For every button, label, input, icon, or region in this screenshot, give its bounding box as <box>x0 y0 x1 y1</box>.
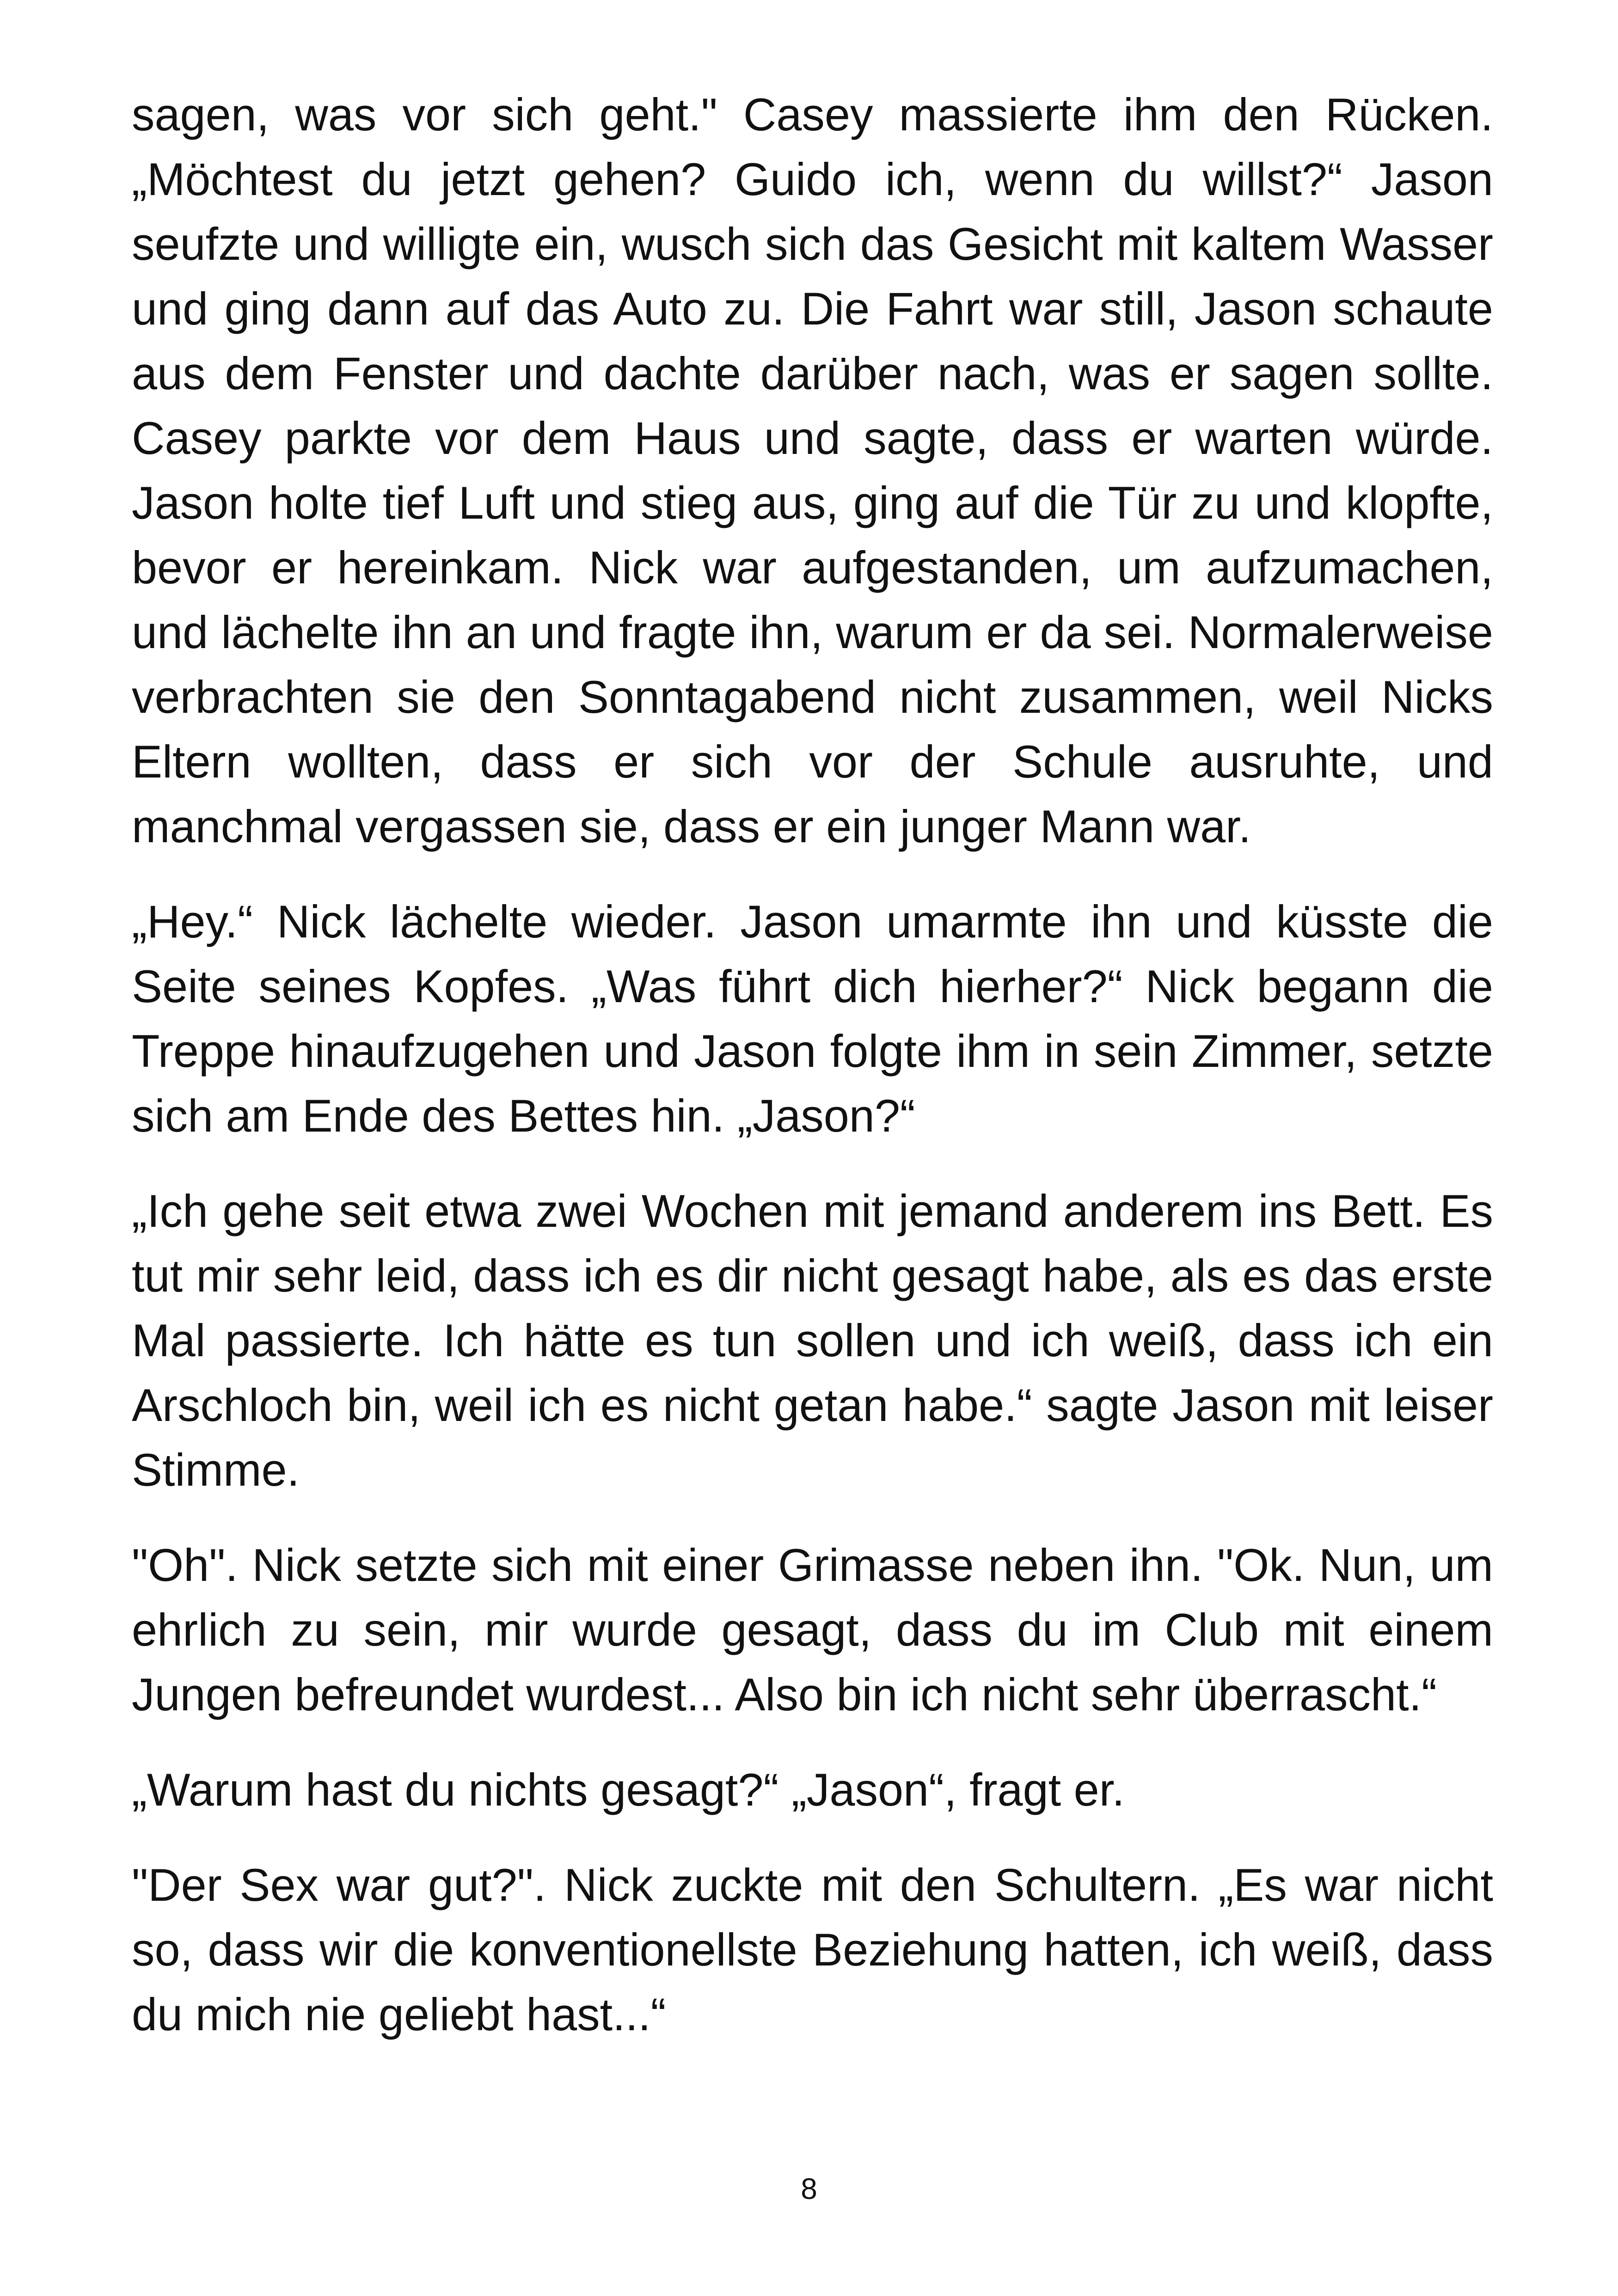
body-text <box>132 82 1493 2077</box>
paragraph-6: "Der Sex war gut?". Nick zuckte mit den Schultern. „Es war nicht so, dass wir die konventionellste Beziehung hatten, ich weiß, dass du mich nie geliebt hast...“ <box>132 1859 1493 2040</box>
paragraph-4: "Oh". Nick setzte sich mit einer Grimasse neben ihn. "Ok. Nun, um ehrlich zu sein, mir wurde gesagt, dass du im Club mit einem Jungen befreundet wurdest... Also bin ich nicht sehr überrascht.“ <box>132 1539 1493 1720</box>
paragraph-3: „Ich gehe seit etwa zwei Wochen mit jemand anderem ins Bett. Es tut mir sehr leid, dass ich es dir nicht gesagt habe, als es das erste Mal passierte. Ich hätte es tun sollen und ich weiß, dass ich ein Arschloch bin, weil ich es nicht getan habe.“ sagte Jason mit leiser Stimme. <box>132 1185 1493 1495</box>
paragraph-1: sagen, was vor sich geht." Casey massierte ihm den Rücken. „Möchtest du jetzt gehen? Guido ich, wenn du willst?“ Jason seufzte und willigte ein, wusch sich das Gesicht mit kaltem Wasser und ging dann auf das Auto zu. Die Fahrt war still, Jason schaute aus dem Fenster und dachte darüber nach, was er sagen sollte. Casey parkte vor dem Haus und sagte, dass er warten würde. Jason holte tief Luft und stieg aus, ging auf die Tür zu und klopfte, bevor er hereinkam. Nick war aufgestanden, um aufzumachen, und lächelte ihn an und fragte ihn, warum er da sei. Normalerweise verbrachten sie den Sonntagabend nicht zusammen, weil Nicks Eltern wollten, dass er sich vor der Schule ausruhte, und manchmal vergassen sie, dass er ein junger Mann war. <box>132 89 1493 852</box>
paragraph-2: „Hey.“ Nick lächelte wieder. Jason umarmte ihn und küsste die Seite seines Kopfes. „Was führt dich hierher?“ Nick begann die Treppe hinaufzugehen und Jason folgte ihm in sein Zimmer, setzte sich am Ende des Bettes hin. „Jason?“ <box>132 896 1493 1141</box>
paragraph-5: „Warum hast du nichts gesagt?“ „Jason“, fragt er. <box>132 1764 1125 1815</box>
page-number: 8 <box>801 2172 817 2205</box>
